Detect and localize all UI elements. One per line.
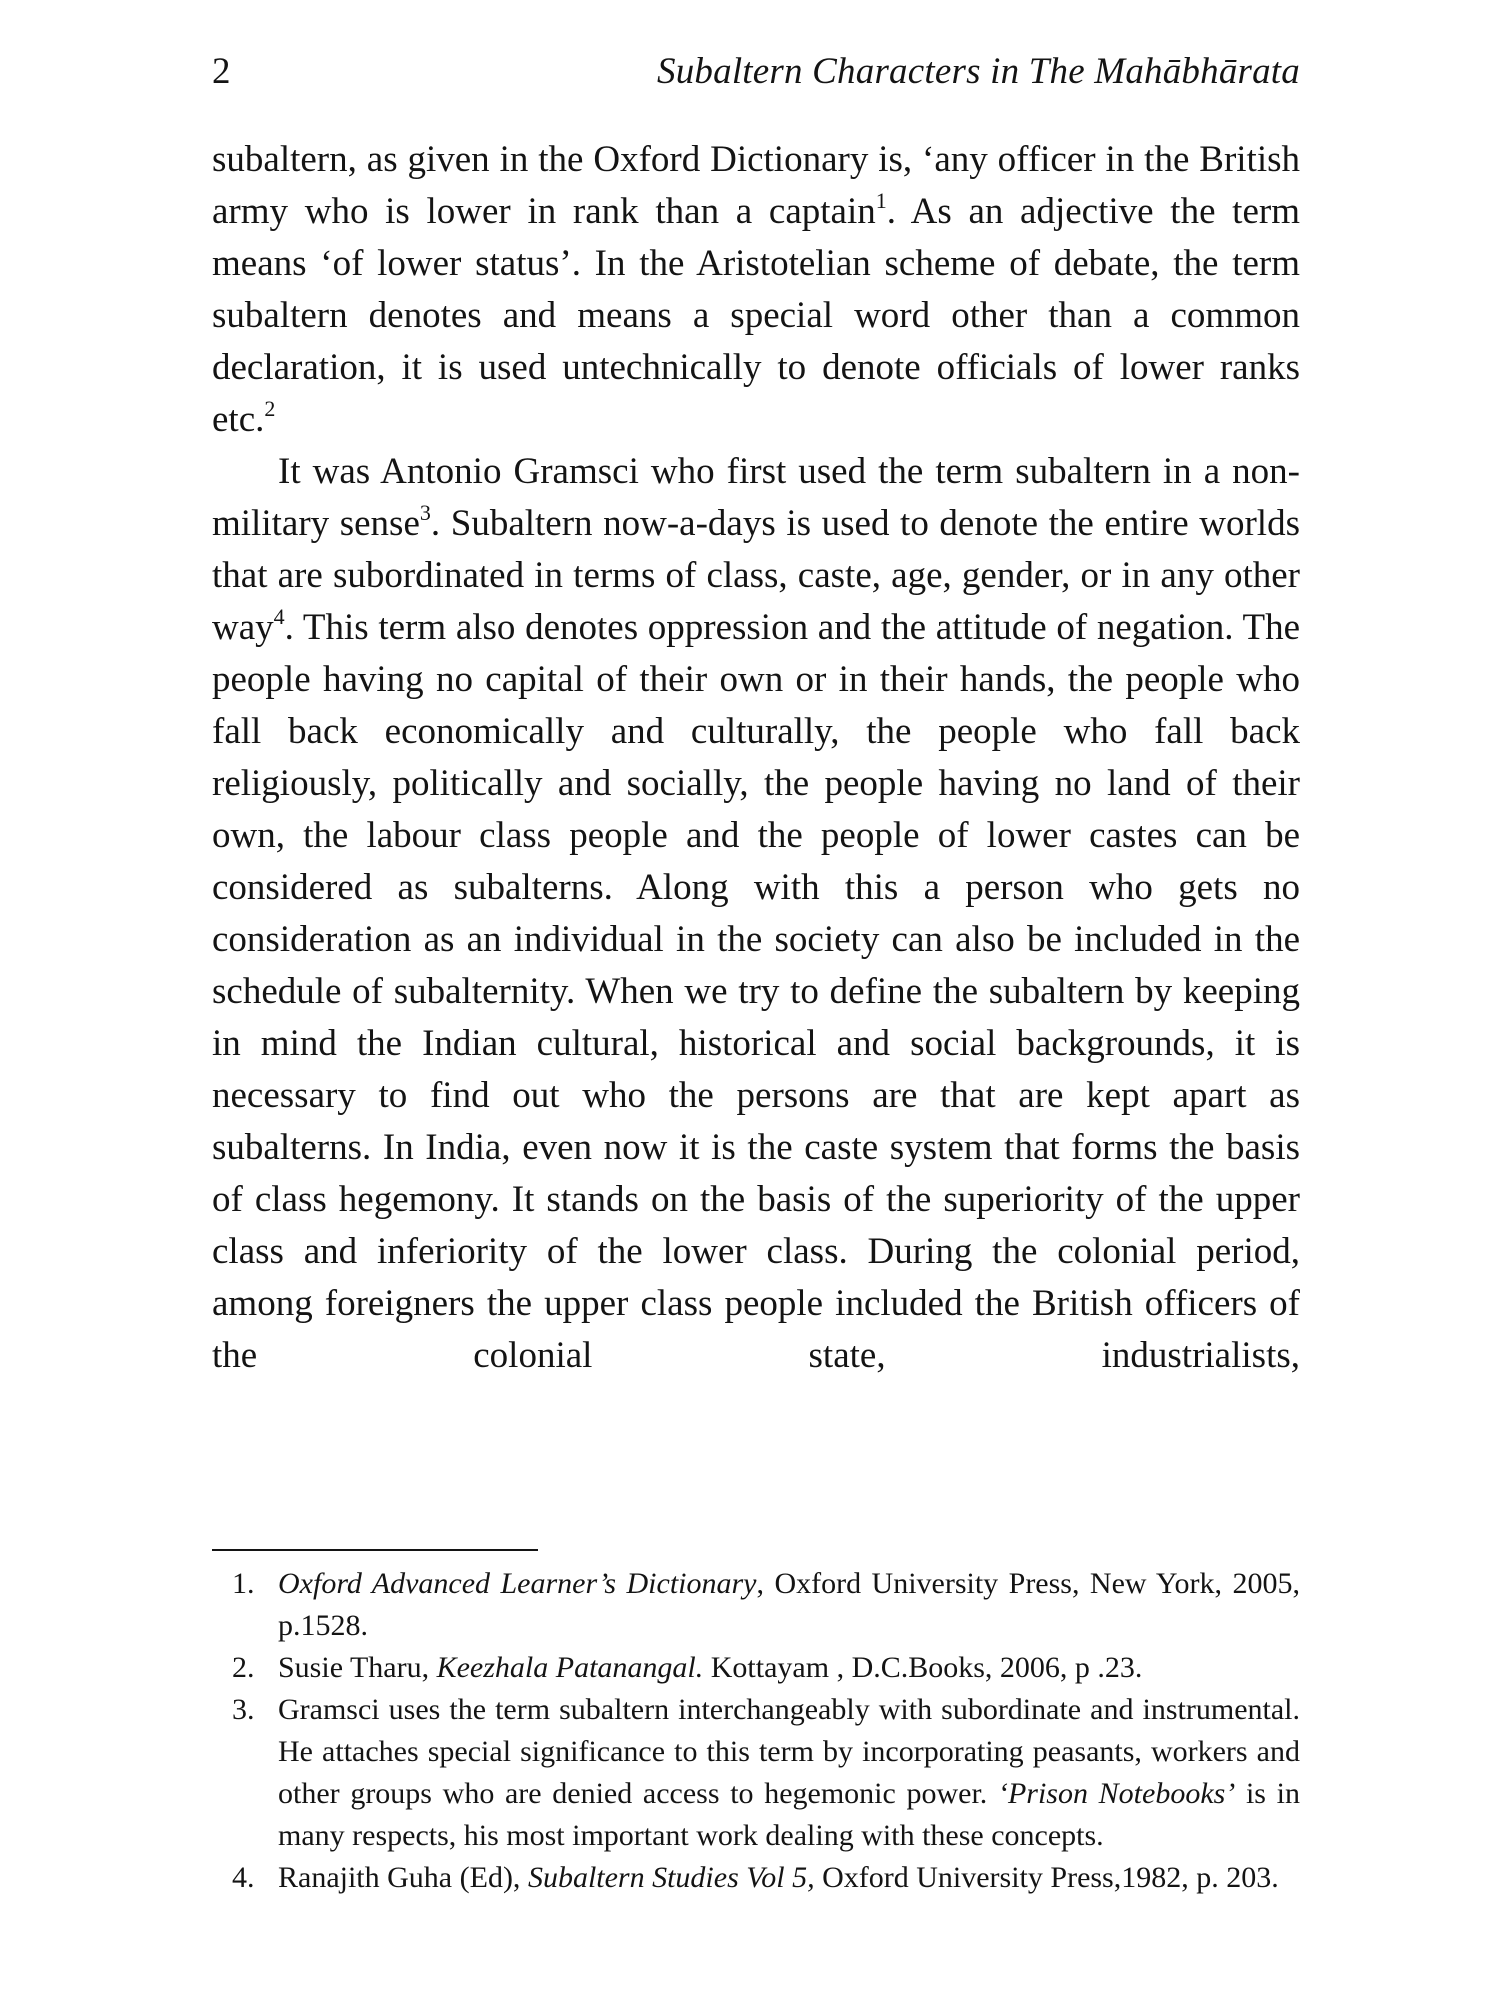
footnote-text: is in many respects, his most important work dealing with these concepts. — [278, 1777, 1300, 1852]
footnote-1 — [232, 1563, 1300, 1647]
footnote-divider — [212, 1549, 538, 1551]
footnote-number: 1. — [232, 1567, 255, 1600]
footnote-number: 3. — [232, 1693, 255, 1726]
footnote-4 — [232, 1857, 1300, 1899]
footnote-2 — [232, 1647, 1300, 1689]
main-text — [212, 134, 1300, 1382]
footnotes-list — [232, 1563, 1300, 1899]
footnote-text-lead: Gramsci uses the term subaltern interchangeably with subordinate and instrumental. He attaches special significance to this term by incorporating peasants, workers and other groups who are denied access to hegemonic power. — [278, 1693, 1300, 1810]
footnote-text: , Oxford University Press, New York, 2005, p.1528. — [278, 1567, 1300, 1642]
footnote-number: 2. — [232, 1651, 255, 1684]
footnote-title: Subaltern Studies Vol 5, — [527, 1861, 815, 1894]
page-number: 2 — [212, 51, 231, 92]
paragraph-1-text-a: subaltern, as given in the Oxford Dictionary is, ‘any officer in the British army who is lower in rank than a captain — [212, 139, 1300, 232]
paragraph-2-text-a: It was Antonio Gramsci who first used the term subaltern in a non-military sense — [212, 451, 1300, 544]
footnote-3 — [232, 1689, 1300, 1857]
footnote-text: Oxford University Press,1982, p. 203. — [814, 1861, 1279, 1894]
footnote-title: Keezhala Patanangal. — [436, 1651, 704, 1684]
running-header — [212, 42, 1300, 102]
running-title: Subaltern Characters in The Mahābhārata — [657, 51, 1300, 92]
footnote-number: 4. — [232, 1861, 255, 1894]
paragraph-1 — [212, 134, 1300, 446]
footnote-ref-4: 4 — [273, 604, 285, 629]
paragraph-1-text-b: . As an adjective the term means ‘of lower status’. In the Aristotelian scheme of debate, the term subaltern denotes and means a special word other than a common declaration, it is used untechnically to denote officials of lower ranks etc. — [212, 191, 1300, 440]
paragraph-2-text-b: . Subaltern now-a-days is used to denote the entire worlds that are subordinated in terms of class, caste, age, gender, or in any other way — [212, 503, 1300, 648]
footnote-ref-2: 2 — [264, 396, 276, 421]
footnote-title: Oxford Advanced Learner’s Dictionary — [278, 1567, 757, 1600]
footnote-author: Ranajith Guha (Ed), — [278, 1861, 528, 1894]
paragraph-2-text-c: . This term also denotes oppression and the attitude of negation. The people having no capital of their own or in their hands, the people who fall back economically and culturally, the people who fall back religiously, politically and socially, the people having no land of their own, the labour class people and the people of lower castes can be considered as subalterns. Along with this a person who gets no consideration as an individual in the society can also be included in the schedule of subalternity. When we try to define the subaltern by keeping in mind the Indian cultural, historical and social backgrounds, it is necessary to find out who the persons are that are kept apart as subalterns. In India, even now it is the caste system that forms the basis of class hegemony. It stands on the basis of the superiority of the upper class and inferiority of the lower class. During the colonial period, among foreigners the upper class people included the British officers of the colonial state, industrialists, — [212, 607, 1300, 1376]
footnote-text: Kottayam , D.C.Books, 2006, p .23. — [703, 1651, 1143, 1684]
footnote-ref-3: 3 — [419, 500, 431, 525]
footnote-author: Susie Tharu, — [278, 1651, 437, 1684]
paragraph-2 — [212, 446, 1300, 1382]
footnote-title: ‘Prison Notebooks’ — [997, 1777, 1236, 1810]
footnote-ref-1: 1 — [875, 188, 887, 213]
